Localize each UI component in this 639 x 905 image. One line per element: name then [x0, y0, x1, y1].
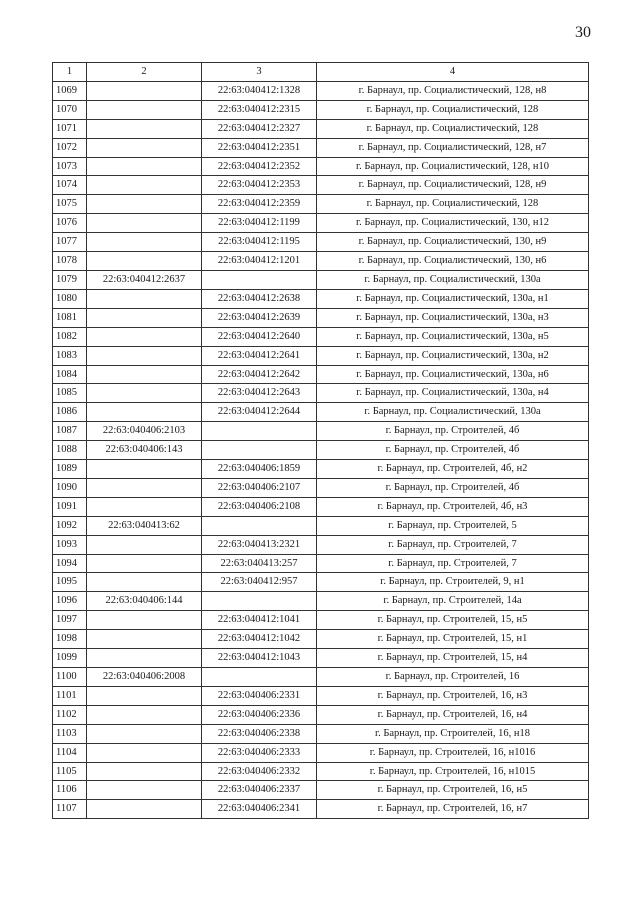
row-number-cell: 1099	[53, 649, 87, 668]
cadastral-number-cell: 22:63:040412:2643	[202, 384, 317, 403]
cadastral-number-cell: 22:63:040412:1195	[202, 233, 317, 252]
cadastral-number-cell: 22:63:040412:2315	[202, 100, 317, 119]
parent-cadastral-number-cell: 22:63:040406:143	[87, 441, 202, 460]
address-cell: г. Барнаул, пр. Строителей, 16, н5	[317, 781, 589, 800]
address-cell: г. Барнаул, пр. Строителей, 9, н1	[317, 573, 589, 592]
address-cell: г. Барнаул, пр. Социалистический, 128	[317, 195, 589, 214]
address-cell: г. Барнаул, пр. Социалистический, 130а	[317, 270, 589, 289]
table-row	[53, 630, 589, 649]
parent-cadastral-number-cell	[87, 573, 202, 592]
table-row	[53, 365, 589, 384]
column-header-1: 1	[53, 63, 87, 82]
parent-cadastral-number-cell	[87, 800, 202, 819]
address-cell: г. Барнаул, пр. Социалистический, 128, н10	[317, 157, 589, 176]
parent-cadastral-number-cell	[87, 497, 202, 516]
cadastral-number-cell: 22:63:040412:2353	[202, 176, 317, 195]
row-number-cell: 1089	[53, 460, 87, 479]
table-row	[53, 422, 589, 441]
parent-cadastral-number-cell	[87, 649, 202, 668]
parent-cadastral-number-cell	[87, 478, 202, 497]
table-row	[53, 441, 589, 460]
cadastral-number-cell	[202, 592, 317, 611]
address-cell: г. Барнаул, пр. Строителей, 4б, н3	[317, 497, 589, 516]
address-cell: г. Барнаул, пр. Социалистический, 128	[317, 100, 589, 119]
address-cell: г. Барнаул, пр. Строителей, 16, н7	[317, 800, 589, 819]
table-row	[53, 81, 589, 100]
address-cell: г. Барнаул, пр. Строителей, 4б, н2	[317, 460, 589, 479]
address-cell: г. Барнаул, пр. Социалистический, 130, н9	[317, 233, 589, 252]
parent-cadastral-number-cell	[87, 781, 202, 800]
table-row	[53, 592, 589, 611]
parent-cadastral-number-cell	[87, 233, 202, 252]
address-cell: г. Барнаул, пр. Строителей, 15, н5	[317, 611, 589, 630]
address-cell: г. Барнаул, пр. Социалистический, 128	[317, 119, 589, 138]
parent-cadastral-number-cell	[87, 289, 202, 308]
row-number-cell: 1080	[53, 289, 87, 308]
row-number-cell: 1104	[53, 743, 87, 762]
parent-cadastral-number-cell	[87, 611, 202, 630]
table-row	[53, 195, 589, 214]
table-row	[53, 157, 589, 176]
parent-cadastral-number-cell	[87, 308, 202, 327]
cadastral-number-cell: 22:63:040406:2108	[202, 497, 317, 516]
row-number-cell: 1082	[53, 327, 87, 346]
cadastral-number-cell: 22:63:040406:2332	[202, 762, 317, 781]
parent-cadastral-number-cell	[87, 119, 202, 138]
parent-cadastral-number-cell	[87, 686, 202, 705]
cadastral-number-cell	[202, 270, 317, 289]
parent-cadastral-number-cell	[87, 724, 202, 743]
address-cell: г. Барнаул, пр. Строителей, 7	[317, 535, 589, 554]
row-number-cell: 1106	[53, 781, 87, 800]
row-number-cell: 1073	[53, 157, 87, 176]
table-row	[53, 327, 589, 346]
parent-cadastral-number-cell	[87, 460, 202, 479]
row-number-cell: 1094	[53, 554, 87, 573]
row-number-cell: 1076	[53, 214, 87, 233]
address-cell: г. Барнаул, пр. Строителей, 7	[317, 554, 589, 573]
table-row	[53, 497, 589, 516]
cadastral-number-cell	[202, 668, 317, 687]
cadastral-number-cell: 22:63:040412:2638	[202, 289, 317, 308]
table-row	[53, 781, 589, 800]
row-number-cell: 1085	[53, 384, 87, 403]
row-number-cell: 1088	[53, 441, 87, 460]
address-cell: г. Барнаул, пр. Строителей, 16	[317, 668, 589, 687]
table-row	[53, 611, 589, 630]
parent-cadastral-number-cell	[87, 403, 202, 422]
row-number-cell: 1083	[53, 346, 87, 365]
cadastral-number-cell: 22:63:040412:1041	[202, 611, 317, 630]
address-cell: г. Барнаул, пр. Строителей, 14а	[317, 592, 589, 611]
registry-table	[52, 62, 589, 819]
row-number-cell: 1096	[53, 592, 87, 611]
row-number-cell: 1071	[53, 119, 87, 138]
table-row	[53, 214, 589, 233]
parent-cadastral-number-cell	[87, 630, 202, 649]
table-row	[53, 233, 589, 252]
table-row	[53, 573, 589, 592]
row-number-cell: 1093	[53, 535, 87, 554]
row-number-cell: 1107	[53, 800, 87, 819]
address-cell: г. Барнаул, пр. Социалистический, 130, н6	[317, 252, 589, 271]
table-row	[53, 686, 589, 705]
row-number-cell: 1069	[53, 81, 87, 100]
cadastral-number-cell: 22:63:040406:2331	[202, 686, 317, 705]
row-number-cell: 1084	[53, 365, 87, 384]
address-cell: г. Барнаул, пр. Социалистический, 130а, н3	[317, 308, 589, 327]
row-number-cell: 1095	[53, 573, 87, 592]
row-number-cell: 1091	[53, 497, 87, 516]
cadastral-number-cell: 22:63:040406:2338	[202, 724, 317, 743]
cadastral-number-cell: 22:63:040406:1859	[202, 460, 317, 479]
cadastral-number-cell: 22:63:040412:2642	[202, 365, 317, 384]
table-row	[53, 119, 589, 138]
cadastral-number-cell: 22:63:040406:2336	[202, 705, 317, 724]
cadastral-number-cell: 22:63:040412:2644	[202, 403, 317, 422]
address-cell: г. Барнаул, пр. Социалистический, 128, н7	[317, 138, 589, 157]
address-cell: г. Барнаул, пр. Социалистический, 128, н9	[317, 176, 589, 195]
address-cell: г. Барнаул, пр. Строителей, 15, н1	[317, 630, 589, 649]
table-row	[53, 346, 589, 365]
address-cell: г. Барнаул, пр. Строителей, 16, н18	[317, 724, 589, 743]
table-body	[53, 81, 589, 818]
parent-cadastral-number-cell	[87, 535, 202, 554]
row-number-cell: 1090	[53, 478, 87, 497]
table-row	[53, 649, 589, 668]
address-cell: г. Барнаул, пр. Строителей, 16, н3	[317, 686, 589, 705]
address-cell: г. Барнаул, пр. Социалистический, 130а, н1	[317, 289, 589, 308]
address-cell: г. Барнаул, пр. Строителей, 15, н4	[317, 649, 589, 668]
table-row	[53, 308, 589, 327]
header-row	[53, 63, 589, 82]
row-number-cell: 1070	[53, 100, 87, 119]
row-number-cell: 1101	[53, 686, 87, 705]
cadastral-number-cell: 22:63:040406:2341	[202, 800, 317, 819]
table-row	[53, 554, 589, 573]
row-number-cell: 1072	[53, 138, 87, 157]
page-number: 30	[575, 24, 591, 41]
row-number-cell: 1074	[53, 176, 87, 195]
cadastral-number-cell: 22:63:040412:2639	[202, 308, 317, 327]
row-number-cell: 1102	[53, 705, 87, 724]
table-row	[53, 100, 589, 119]
cadastral-number-cell: 22:63:040412:1328	[202, 81, 317, 100]
row-number-cell: 1078	[53, 252, 87, 271]
row-number-cell: 1092	[53, 516, 87, 535]
table-row	[53, 516, 589, 535]
table-row	[53, 478, 589, 497]
cadastral-number-cell: 22:63:040413:2321	[202, 535, 317, 554]
parent-cadastral-number-cell	[87, 327, 202, 346]
cadastral-number-cell: 22:63:040412:2351	[202, 138, 317, 157]
parent-cadastral-number-cell: 22:63:040406:2103	[87, 422, 202, 441]
address-cell: г. Барнаул, пр. Строителей, 4б	[317, 422, 589, 441]
cadastral-number-cell: 22:63:040412:1042	[202, 630, 317, 649]
cadastral-number-cell: 22:63:040412:2327	[202, 119, 317, 138]
address-cell: г. Барнаул, пр. Строителей, 16, н4	[317, 705, 589, 724]
cadastral-number-cell: 22:63:040412:1201	[202, 252, 317, 271]
table-row	[53, 535, 589, 554]
cadastral-number-cell	[202, 422, 317, 441]
cadastral-number-cell: 22:63:040406:2333	[202, 743, 317, 762]
address-cell: г. Барнаул, пр. Социалистический, 130а, н2	[317, 346, 589, 365]
parent-cadastral-number-cell	[87, 176, 202, 195]
cadastral-number-cell: 22:63:040412:957	[202, 573, 317, 592]
cadastral-number-cell: 22:63:040412:2641	[202, 346, 317, 365]
table-header	[53, 63, 589, 82]
table-row	[53, 270, 589, 289]
address-cell: г. Барнаул, пр. Социалистический, 130а, н4	[317, 384, 589, 403]
table-row	[53, 289, 589, 308]
cadastral-number-cell	[202, 516, 317, 535]
cadastral-number-cell: 22:63:040412:2352	[202, 157, 317, 176]
cadastral-number-cell: 22:63:040406:2337	[202, 781, 317, 800]
parent-cadastral-number-cell	[87, 554, 202, 573]
address-cell: г. Барнаул, пр. Социалистический, 130, н12	[317, 214, 589, 233]
table-row	[53, 252, 589, 271]
address-cell: г. Барнаул, пр. Строителей, 4б	[317, 441, 589, 460]
table-row	[53, 668, 589, 687]
row-number-cell: 1105	[53, 762, 87, 781]
parent-cadastral-number-cell: 22:63:040406:2008	[87, 668, 202, 687]
address-cell: г. Барнаул, пр. Социалистический, 130а, н5	[317, 327, 589, 346]
address-cell: г. Барнаул, пр. Строителей, 4б	[317, 478, 589, 497]
table-row	[53, 724, 589, 743]
cadastral-number-cell: 22:63:040412:2640	[202, 327, 317, 346]
cadastral-number-cell: 22:63:040412:1043	[202, 649, 317, 668]
parent-cadastral-number-cell: 22:63:040413:62	[87, 516, 202, 535]
address-cell: г. Барнаул, пр. Социалистический, 130а, н6	[317, 365, 589, 384]
table-row	[53, 460, 589, 479]
row-number-cell: 1097	[53, 611, 87, 630]
table-row	[53, 176, 589, 195]
parent-cadastral-number-cell	[87, 157, 202, 176]
table-row	[53, 743, 589, 762]
parent-cadastral-number-cell	[87, 346, 202, 365]
address-cell: г. Барнаул, пр. Социалистический, 130а	[317, 403, 589, 422]
column-header-2: 2	[87, 63, 202, 82]
cadastral-number-cell: 22:63:040412:1199	[202, 214, 317, 233]
cadastral-number-cell: 22:63:040413:257	[202, 554, 317, 573]
table-row	[53, 762, 589, 781]
table-row	[53, 384, 589, 403]
parent-cadastral-number-cell	[87, 252, 202, 271]
address-cell: г. Барнаул, пр. Строителей, 16, н1016	[317, 743, 589, 762]
row-number-cell: 1079	[53, 270, 87, 289]
address-cell: г. Барнаул, пр. Строителей, 5	[317, 516, 589, 535]
row-number-cell: 1100	[53, 668, 87, 687]
parent-cadastral-number-cell: 22:63:040412:2637	[87, 270, 202, 289]
table-row	[53, 138, 589, 157]
parent-cadastral-number-cell	[87, 705, 202, 724]
parent-cadastral-number-cell	[87, 214, 202, 233]
column-header-3: 3	[202, 63, 317, 82]
row-number-cell: 1086	[53, 403, 87, 422]
row-number-cell: 1081	[53, 308, 87, 327]
parent-cadastral-number-cell	[87, 100, 202, 119]
address-cell: г. Барнаул, пр. Строителей, 16, н1015	[317, 762, 589, 781]
column-header-4: 4	[317, 63, 589, 82]
address-cell: г. Барнаул, пр. Социалистический, 128, н8	[317, 81, 589, 100]
parent-cadastral-number-cell	[87, 743, 202, 762]
parent-cadastral-number-cell	[87, 81, 202, 100]
parent-cadastral-number-cell	[87, 195, 202, 214]
row-number-cell: 1103	[53, 724, 87, 743]
parent-cadastral-number-cell: 22:63:040406:144	[87, 592, 202, 611]
parent-cadastral-number-cell	[87, 365, 202, 384]
row-number-cell: 1075	[53, 195, 87, 214]
cadastral-number-cell: 22:63:040412:2359	[202, 195, 317, 214]
cadastral-number-cell: 22:63:040406:2107	[202, 478, 317, 497]
row-number-cell: 1087	[53, 422, 87, 441]
table-row	[53, 403, 589, 422]
row-number-cell: 1098	[53, 630, 87, 649]
cadastral-number-cell	[202, 441, 317, 460]
parent-cadastral-number-cell	[87, 384, 202, 403]
parent-cadastral-number-cell	[87, 138, 202, 157]
table-row	[53, 705, 589, 724]
parent-cadastral-number-cell	[87, 762, 202, 781]
row-number-cell: 1077	[53, 233, 87, 252]
table-row	[53, 800, 589, 819]
